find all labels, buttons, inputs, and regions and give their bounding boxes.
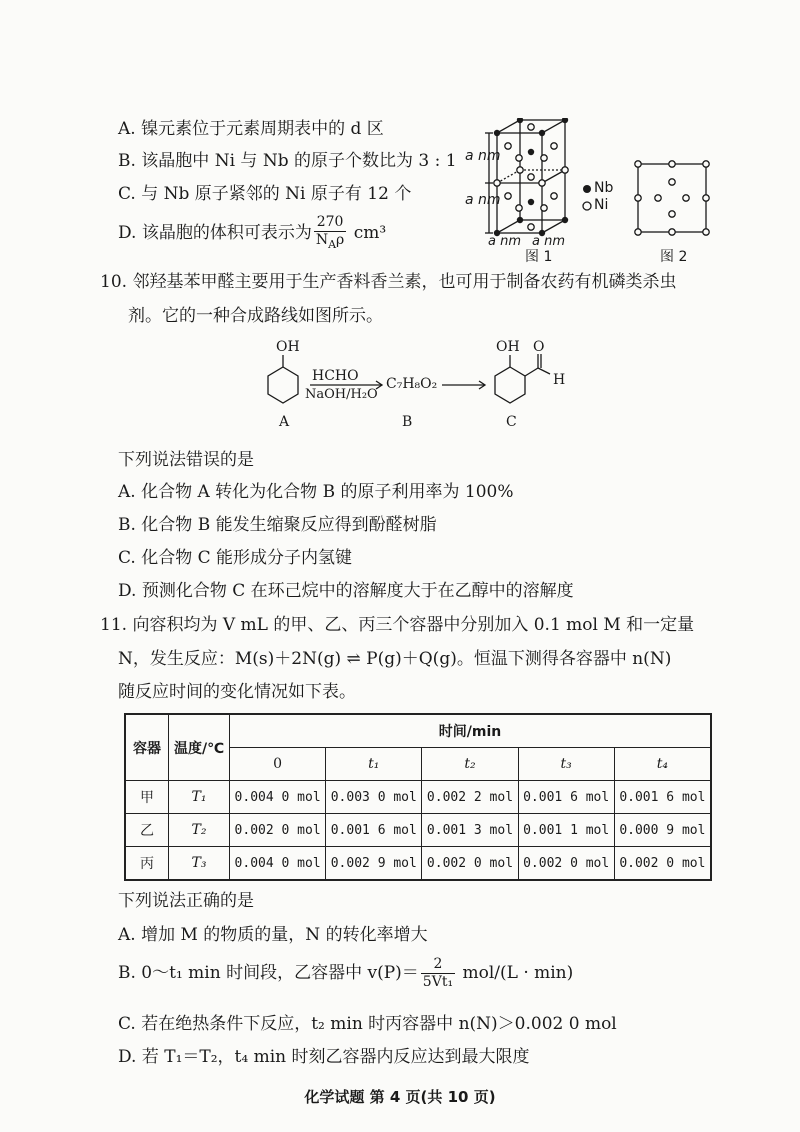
ni-atom <box>516 155 522 161</box>
table-cell: 0.001 3 mol <box>422 814 518 847</box>
figure-2-caption: 图 2 <box>660 249 688 265</box>
atom <box>669 179 675 185</box>
q9-option-a: A. 镍元素位于元素周期表中的 d 区 <box>118 119 384 139</box>
atom <box>669 161 675 167</box>
q11-stem-line-3: 随反应时间的变化情况如下表。 <box>118 682 356 702</box>
dim-label-mid: a nm <box>465 192 501 208</box>
table-row <box>125 847 711 881</box>
table-cell: 0.002 0 mol <box>614 847 711 881</box>
q11-option-a: A. 增加 M 的物质的量，N 的转化率增大 <box>118 925 428 945</box>
dim-label-width: a nm <box>532 234 566 249</box>
q10-stem-line-2: 剂。它的一种合成路线如图所示。 <box>128 306 383 326</box>
q11-prompt: 下列说法正确的是 <box>118 891 254 911</box>
ni-atom <box>517 167 523 173</box>
q11-option-d: D. 若 T₁＝T₂，t₄ min 时刻乙容器内反应达到最大限度 <box>118 1047 530 1067</box>
rate-unit: mol/(L · min) <box>462 963 574 983</box>
ni-atom <box>494 180 500 186</box>
figure-1-caption: 图 1 <box>525 249 553 265</box>
fraction-denominator: 5Vt₁ <box>422 974 454 990</box>
ni-atom <box>528 174 534 180</box>
nb-atom <box>517 118 523 123</box>
header-temperature: 温度/℃ <box>169 714 230 781</box>
time-col-t4: t₄ <box>614 748 711 781</box>
q9-option-c: C. 与 Nb 原子紧邻的 Ni 原子有 12 个 <box>118 184 412 204</box>
rate-fraction <box>421 956 455 991</box>
atom <box>703 161 709 167</box>
legend-nb-label: Nb <box>594 180 614 196</box>
q10-option-d: D. 预测化合物 C 在环己烷中的溶解度大于在乙醇中的溶解度 <box>118 581 574 601</box>
header-time: 时间/min <box>230 714 712 748</box>
table-cell: 0.001 1 mol <box>518 814 614 847</box>
den-n: N <box>315 232 329 248</box>
row-name: 甲 <box>125 781 169 814</box>
reagent-top: HCHO <box>312 368 359 384</box>
atom <box>635 229 641 235</box>
nb-atom <box>539 130 545 136</box>
q10-option-c: C. 化合物 C 能形成分子内氢键 <box>118 548 353 568</box>
nb-atom <box>562 118 568 123</box>
nb-atom <box>528 149 534 155</box>
q11-option-b-text: B. 0～t₁ min 时间段，乙容器中 v(P)＝ <box>118 963 419 983</box>
table-cell: 0.001 6 mol <box>326 814 422 847</box>
reaction-data-table <box>124 713 712 881</box>
legend-ni-marker <box>583 202 591 210</box>
table-cell: 0.002 0 mol <box>422 847 518 881</box>
table-row <box>125 781 711 814</box>
fraction-denominator <box>314 232 346 253</box>
time-col-t2: t₂ <box>422 748 518 781</box>
a-oh-group: OH <box>276 339 300 355</box>
table-cell: 0.001 6 mol <box>518 781 614 814</box>
atom <box>683 195 689 201</box>
header-container: 容器 <box>125 714 169 781</box>
nb-atom <box>517 217 523 223</box>
nb-atom <box>562 217 568 223</box>
table-header-row <box>125 714 711 748</box>
q11-option-c: C. 若在绝热条件下反应，t₂ min 时丙容器中 n(N)＞0.002 0 mol <box>118 1014 617 1034</box>
ni-atom <box>528 224 534 230</box>
q11-stem-line-1: 11. 向容积均为 V mL 的甲、乙、丙三个容器中分别加入 0.1 mol M 和一定量 <box>100 615 695 635</box>
compound-a-ring <box>268 367 298 403</box>
dim-label-top: a nm <box>465 148 501 164</box>
ni-atom <box>539 180 545 186</box>
ni-atoms <box>494 124 568 230</box>
fraction-numerator: 2 <box>421 956 455 974</box>
table-cell: 0.003 0 mol <box>326 781 422 814</box>
label-b: B <box>402 414 413 430</box>
q10-option-b: B. 化合物 B 能发生缩聚反应得到酚醛树脂 <box>118 515 437 535</box>
atom <box>669 229 675 235</box>
q9-option-b: B. 该晶胞中 Ni 与 Nb 的原子个数比为 3 : 1 <box>118 151 457 171</box>
nb-atom <box>494 130 500 136</box>
q10-stem-line-1: 10. 邻羟基苯甲醛主要用于生产香料香兰素，也可用于制备农药有机磷类杀虫 <box>100 272 677 292</box>
atom <box>635 161 641 167</box>
q11-stem-line-2: N，发生反应：M(s)＋2N(g) ⇌ P(g)＋Q(g)。恒温下测得各容器中 n(N) <box>118 649 672 669</box>
nb-atom <box>528 199 534 205</box>
den-rho: ρ <box>336 232 345 248</box>
atom <box>655 195 661 201</box>
c-aldehyde-h: H <box>553 372 566 388</box>
table-cell: 0.002 0 mol <box>230 814 326 847</box>
label-a: A <box>279 414 290 430</box>
table-cell: 0.002 2 mol <box>422 781 518 814</box>
atom <box>635 195 641 201</box>
legend-ni-label: Ni <box>594 197 609 213</box>
row-temp: T₃ <box>169 847 230 881</box>
compound-b-formula: C₇H₈O₂ <box>386 376 438 392</box>
row-temp: T₂ <box>169 814 230 847</box>
c-oh-group: OH <box>496 339 520 355</box>
q9-option-d <box>118 214 386 253</box>
table-cell: 0.004 0 mol <box>230 847 326 881</box>
ni-atom <box>562 167 568 173</box>
table-cell: 0.004 0 mol <box>230 781 326 814</box>
dim-label-depth: a nm <box>488 234 522 249</box>
ni-atom <box>505 143 511 149</box>
fraction-numerator: 270 <box>314 214 346 232</box>
table-cell: 0.002 0 mol <box>518 847 614 881</box>
row-name: 丙 <box>125 847 169 881</box>
ni-atom <box>516 205 522 211</box>
legend-markers <box>580 182 594 214</box>
crystal-top-view-figure-2 <box>632 158 712 238</box>
ni-atom <box>541 155 547 161</box>
atom <box>669 211 675 217</box>
legend-nb-marker <box>583 185 591 193</box>
page-footer: 化学试题 第 4 页(共 10 页) <box>304 1088 496 1106</box>
table-cell: 0.001 6 mol <box>614 781 711 814</box>
ni-atom <box>541 205 547 211</box>
reagent-bottom: NaOH/H₂O <box>305 387 378 402</box>
table-row <box>125 814 711 847</box>
c-carbonyl-o: O <box>533 339 545 355</box>
q11-option-b <box>118 956 573 991</box>
compound-c-ring <box>495 367 525 403</box>
ni-atom <box>505 193 511 199</box>
q9-volume-fraction <box>314 214 346 253</box>
ni-atom <box>551 193 557 199</box>
table-cell: 0.002 9 mol <box>326 847 422 881</box>
ni-atom <box>528 124 534 130</box>
row-temp: T₁ <box>169 781 230 814</box>
table-cell: 0.000 9 mol <box>614 814 711 847</box>
time-col-t1: t₁ <box>326 748 422 781</box>
q10-prompt: 下列说法错误的是 <box>118 450 254 470</box>
q9-unit: cm³ <box>353 222 387 243</box>
ni-atom <box>551 143 557 149</box>
time-col-0: 0 <box>230 748 326 781</box>
atom <box>703 195 709 201</box>
atom <box>703 229 709 235</box>
label-c: C <box>506 414 517 430</box>
q9-option-d-text: D. 该晶胞的体积可表示为 <box>118 222 312 243</box>
den-sub: A <box>328 237 337 251</box>
q10-option-a: A. 化合物 A 转化为化合物 B 的原子利用率为 100% <box>118 482 514 502</box>
row-name: 乙 <box>125 814 169 847</box>
time-col-t3: t₃ <box>518 748 614 781</box>
